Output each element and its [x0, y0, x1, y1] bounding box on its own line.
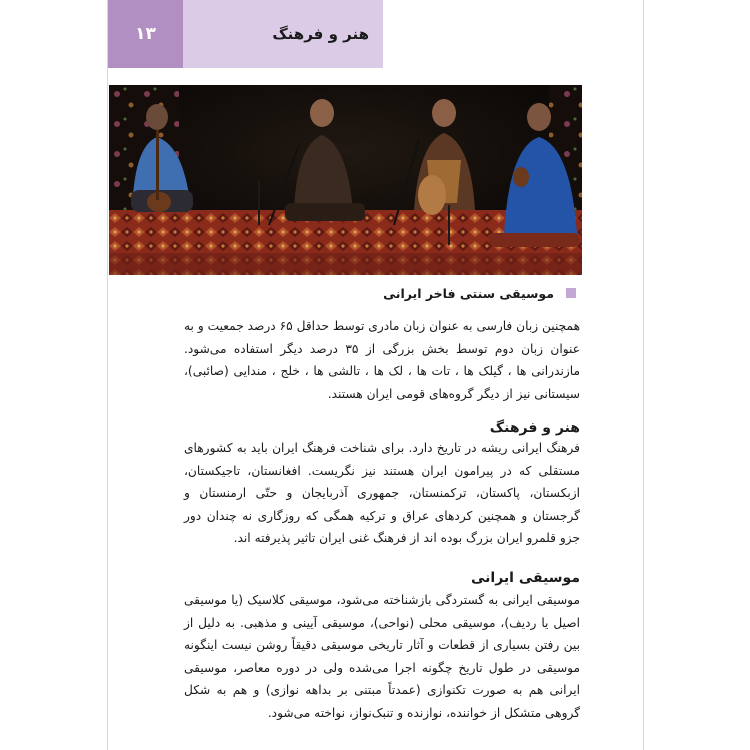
- caption-bullet: [566, 288, 576, 298]
- page-number: ۱۳: [108, 0, 183, 68]
- musicians-photo: [109, 85, 582, 275]
- music-paragraph: موسیقی ایرانی به گستردگی بازشناخته می‌شود، موسیقی کلاسیک (یا موسیقی اصیل یا ردیف)، موسیقی محلی (نواحی)، موسیقی آیینی و مذهبی. به دلیل از بین رفتن بسیاری از قطعات و آثار تاریخی موسیقی دقیقاً روشن نیست اینگونه موسیقی در طول تاریخ چگونه اجرا می‌شده ولی در دوره معاصر، موسیقی ایرانی هم به صورت تکنوازی (عمدتاً مبتنی بر بداهه نوازی) و هم به شکل گروهی متشکل از خواننده، نوازنده و تنبک‌نواز، نواخته می‌شود.: [184, 593, 580, 720]
- figure-caption: [188, 283, 576, 303]
- music-heading: موسیقی ایرانی: [470, 570, 580, 586]
- book-page: [107, 0, 644, 750]
- culture-paragraph: فرهنگ ایرانی ریشه در تاریخ دارد. برای شناخت فرهنگ ایران باید به کشورهای مستقلی که در پیرامون ایران هستند نیز نگریست. افغانستان، تاجیکستان، ازبکستان، پاکستان، ترکمنستان، جمهوری آذربایجان و حتّی ارمنستان و گرجستان و همچنین کردهای عراق و ترکیه همگی که روزگاری نه چندان دور جزو قلمرو ایران بزرگ بوده اند از فرهنگ غنی ایران تاثیر پذیرفته اند.: [184, 441, 580, 545]
- section-header-title: هنر و فرهنگ: [183, 0, 383, 68]
- culture-heading: هنر و فرهنگ: [489, 420, 580, 436]
- caption-text: موسیقی سنتی فاخر ایرانی: [383, 285, 554, 301]
- intro-paragraph: همچنین زبان فارسی به عنوان زبان مادری توسط حداقل ۶۵ درصد جمعیت و به عنوان زبان دوم توسط بخش بزرگی از ۳۵ درصد دیگر استفاده می‌شود. مازندرانی ها ، گیلک ها ، تات ها ، لک ها ، تالشی ها ، خلج ، مندایی (صائبی)، سیستانی نیز از دیگر گروه‌های قومی ایران هستند.: [184, 319, 581, 401]
